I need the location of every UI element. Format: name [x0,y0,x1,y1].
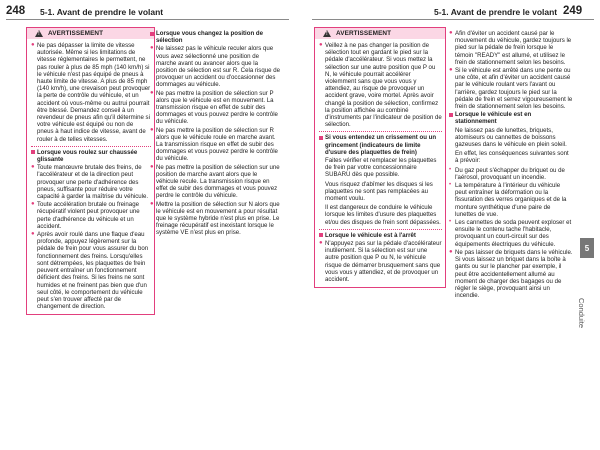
warning-icon [323,30,331,37]
left-header-title: 5-1. Avant de prendre le volant [40,7,164,17]
bullet-icon: ● [449,67,453,74]
right-page-number: 249 [563,5,583,17]
paragraph: Vous risquez d'abîmer les disques si les plaquettes ne sont pas remplacées au moment voulu. [325,180,433,203]
warning-box-right [314,27,446,288]
bullet-icon: ● [150,89,154,96]
subheading: Lorsque le véhicule est à l'arrêt [319,232,442,239]
right-header-rule [312,19,594,20]
square-bullet-icon [319,233,323,237]
subheading: Lorsque vous changez la position de sélection [150,30,280,44]
paragraph: Faites vérifier et remplacer les plaquettes de frein par votre concessionnaire SUBARU dès que possible. [325,157,437,179]
list-item: ● Ne pas mettre la position de sélection sur R alors que le véhicule roule en marche avant. La transmission risque en effet de subir des dommages et vous pouvez perdre le contrôle du véhicule. [150,126,278,163]
list-item: ● N'appuyez pas sur la pédale d'accélérateur inutilement. Si la sélection est sur une autre position que P ou N, le véhicule risque de démarrer brusquement sans que vous vous y attendiez, et de provoquer un accident. [319,240,442,284]
right-header-title: 5-1. Avant de prendre le volant [434,7,558,17]
bullet-icon: ● [150,200,154,207]
bullet-icon: ● [31,231,35,238]
left-page-number: 248 [6,5,26,17]
left-header-rule [6,19,289,20]
bullet-icon: ● [150,163,154,170]
bullet-icon: • [449,219,452,226]
bullet-icon: ● [31,42,35,48]
warning-icon [35,30,43,37]
bullet-icon: • [449,182,452,189]
list-item: • Les cannettes de soda peuvent exploser et ensuite le contenu tache l'habitacle, provoquant un court-circuit sur des équipements électriques du véhicule. [449,219,572,248]
list-item: ● Si le véhicule est arrêté dans une pente ou une côte, et afin d'éviter un accident causé par le véhicule roulant vers l'avant ou l'arrière, gardez toujours le pied sur la pédale de frein et serrez vigoureusement le frein de stationnement selon les besoins. [449,67,573,111]
column-4 [449,27,573,300]
paragraph: Il est dangereux de conduire le véhicule lorsque les limites d'usure des plaquettes et/ou des disques de frein sont dépassées. [325,204,441,226]
bullet-icon: ● [150,126,154,133]
column-2 [150,27,280,238]
bullet-icon: • [449,166,452,173]
paragraph: Ne laissez pas de lunettes, briquets, atomiseurs ou cannettes de boissons gazeuses dans le véhicule en plein soleil. [455,126,567,149]
chapter-label: Conduite [577,298,586,329]
list-item: • La température à l'intérieur du véhicule peut entraîner la déformation ou la fissuration des verres organiques et de la monture synthétique d'une paire de lunettes de vue. [449,182,567,218]
list-item: ● Ne pas mettre la position de sélection sur P alors que le véhicule est en mouvement. La transmission risque en effet de subir des dommages et vous pouvez perdre le contrôle du véhicule. [150,89,278,126]
bullet-icon: ● [31,201,35,208]
list-item: ● Ne pas mettre la position de sélection sur une position de marche avant alors que le véhicule recule. La transmission risque en effet de subir des dommages et vous pouvez perdre le contrôle du véhicule. [150,163,280,200]
list-item: ● Après avoir roulé dans une flaque d'eau profonde, appuyez légèrement sur la pédale de frein pour vous assurer du bon fonctionnement des freins. Lorsqu'elles sont détrempées, les plaquettes de frein peuvent entraîner un fonctionnement déficient des freins. Si les freins ne sont humides et ne freinent pas bien que d'un seul côté, le comportement du véhicule peut s'en trouver affecté par de changement de direction. [31,231,149,311]
square-bullet-icon [150,32,154,36]
warning-header [27,28,154,39]
square-bullet-icon [31,150,35,154]
list-item: • Du gaz peut s'échapper du briquet ou de l'aérosol, provoquant un incendie. [449,166,565,181]
subheading: Si vous entendez un crissement ou un grincement (indicateurs de limite d'usure des plaquettes de frein) [319,134,442,156]
warning-title: AVERTISSEMENT [48,29,104,37]
list-item: ● Toute accélération brutale ou freinage récupératif violent peut provoquer une perte d'adhérence du véhicule et un accident. [31,201,140,230]
list-item: ● Ne laissez pas le véhicule reculer alors que vous avez sélectionné une position de marche avant ou avancer alors que la position de sélection est sur R. Cela risque de provoquer un accident ou d'occasionner des dommages au véhicule. [150,45,280,89]
square-bullet-icon [449,113,453,117]
paragraph: En effet, les conséquences suivantes sont à prévoir: [455,150,569,165]
square-bullet-icon [319,136,323,140]
bullet-icon: ● [319,42,323,48]
divider [319,131,442,132]
warning-title: AVERTISSEMENT [336,29,392,37]
bullet-icon: ● [150,45,154,52]
warning-box-left [26,27,155,315]
subheading: Lorsque vous roulez sur chaussée glissante [31,149,151,163]
chapter-tab[interactable]: 5 [580,238,594,258]
warning-header [315,28,445,39]
divider [31,146,151,147]
list-item: ● Mettre la position de sélection sur N alors que le véhicule est en mouvement a pour résultat que le système hybride n'est plus en prise. Le freinage récupératif est inexistant lorsque le système VE n'est plus en prise. [150,200,280,237]
list-item: ● Veillez à ne pas changer la position de sélection tout en gardant le pied sur la pédale d'accélérateur. Si vous mettez la sélection sur une autre position que P ou N, le véhicule pourrait accélérer violemment sans que vous vous y attendiez, au risque de provoquer un accident grave, voire mortel. Après avoir changé la position de sélection, confirmez la position affichée au combiné d'instruments par l'indicateur de position de sélection. [319,42,442,129]
bullet-icon: ● [31,164,35,171]
divider [319,229,442,230]
bullet-icon: ● [319,240,323,247]
bullet-icon: ● [449,248,453,255]
list-item: ● Afin d'éviter un accident causé par le mouvement du véhicule, gardez toujours le pied sur la pédale de frein lorsque le témoin "READY" est allumé, et utilisez le frein de stationnement selon les besoins. [449,30,572,66]
list-item: ● Toute manœuvre brutale des freins, de l'accélérateur et de la direction peut provoquer une perte d'adhérence des pneus, suffisante pour réduire votre capacité à garder la maîtrise du véhicule. [31,164,149,201]
list-item: ● Ne pas laisser de briquets dans le véhicule. Si vous laissez un briquet dans la boîte à gants ou sur le plancher par exemple, il peut être accidentellement allumé au moment de charger des bagages ou de régler le siège, provoquant ainsi un incendie. [449,248,573,300]
list-item: ● Ne pas dépasser la limite de vitesse autorisée. Même si les limitations de vitesse réglementaires le permettent, ne pas rouler à plus de 85 mph (140 km/h) si le véhicule n'est pas équipé de pneus à haute limite de vitesse. A plus de 85 mph (140 km/h), une crevaison peut provoquer la perte de contrôle du véhicule, et un accident où vous-même ou autrui pourrait être blessé. Demandez conseil à un revendeur de pneus afin qu'il détermine si votre véhicule est équipé ou non de pneus à haut indice de vitesse, avant de rouler à de telles vitesses. [31,42,151,143]
subheading: Lorsque le véhicule est en stationnement [449,111,573,125]
bullet-icon: ● [449,30,453,36]
